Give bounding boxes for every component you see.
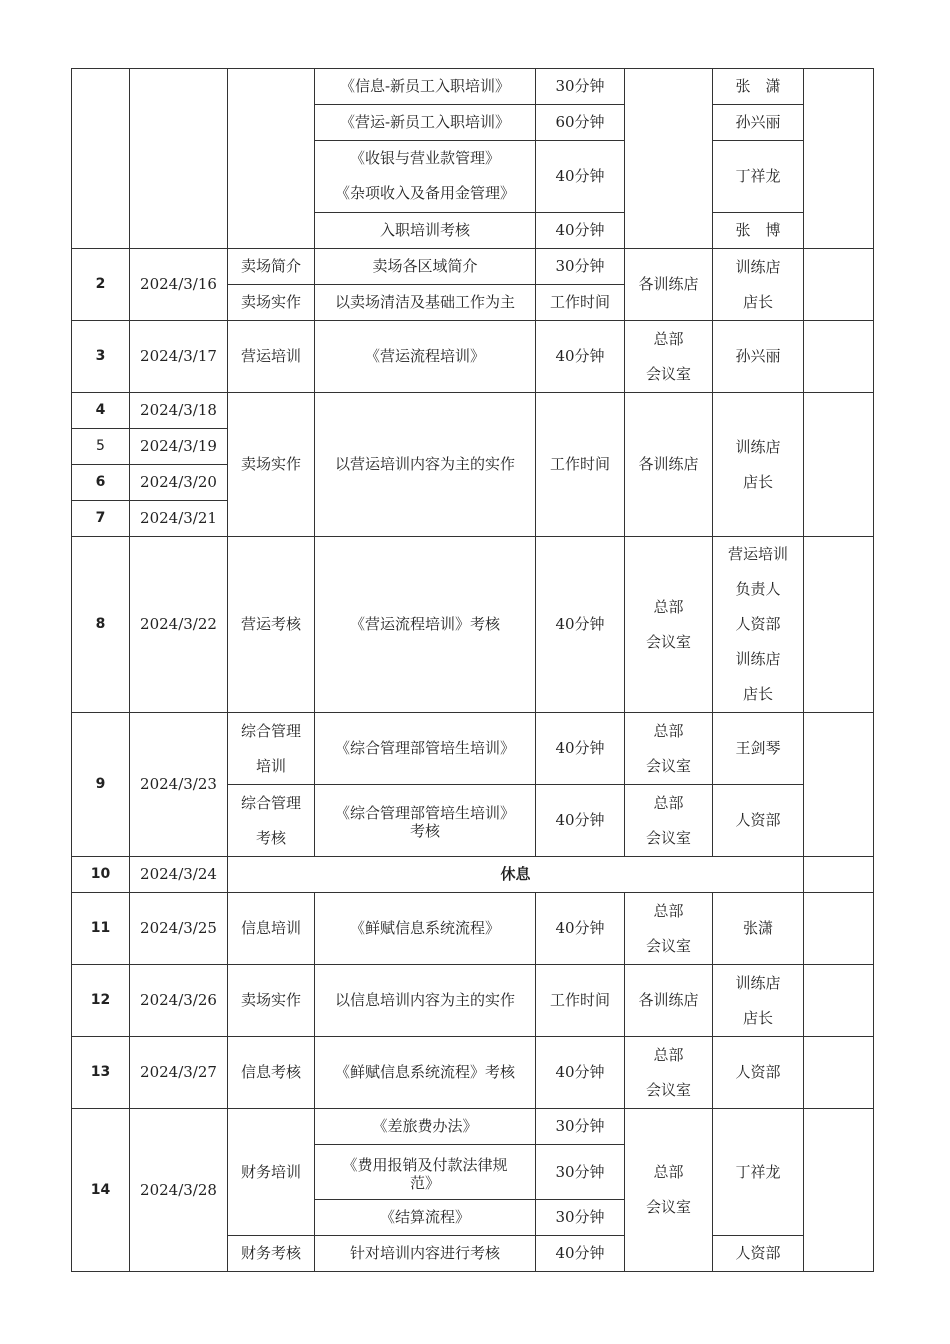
item-line: 综合管理 — [240, 721, 301, 740]
date-cell: 2024/3/22 — [130, 537, 228, 713]
item-cell: 卖场实作 — [228, 393, 315, 537]
duration-cell: 工作时间 — [536, 393, 625, 537]
trainer-cell: 丁祥龙 — [713, 1109, 804, 1236]
duration-cell: 40分钟 — [536, 785, 625, 857]
place-line: 会议室 — [645, 632, 691, 651]
topic-cell — [315, 1145, 536, 1200]
date-cell — [130, 69, 228, 249]
trainer-line: 训练店 — [735, 257, 781, 276]
place-line: 总部 — [653, 597, 684, 616]
place-cell — [625, 785, 713, 857]
topic-cell: 《营运流程培训》考核 — [315, 537, 536, 713]
no-cell: 8 — [72, 537, 130, 713]
duration-cell: 30分钟 — [536, 249, 625, 285]
item-cell: 营运考核 — [228, 537, 315, 713]
remark-cell — [804, 537, 874, 713]
remark-cell — [804, 857, 874, 893]
no-cell: 14 — [72, 1109, 130, 1272]
place-line: 会议室 — [645, 364, 691, 383]
remark-cell — [804, 249, 874, 321]
date-cell: 2024/3/27 — [130, 1037, 228, 1109]
remark-cell — [804, 393, 874, 537]
place-line: 总部 — [653, 329, 684, 348]
no-cell: 5 — [72, 429, 130, 465]
place-line: 总部 — [653, 1045, 684, 1064]
place-cell — [625, 69, 713, 249]
duration-cell: 40分钟 — [536, 141, 625, 213]
no-cell: 6 — [72, 465, 130, 501]
place-cell — [625, 1037, 713, 1109]
duration-cell: 40分钟 — [536, 713, 625, 785]
topic-line: 范》 — [409, 1173, 440, 1192]
trainer-cell: 人资部 — [713, 1236, 804, 1272]
table-row — [72, 393, 874, 429]
topic-line: 《杂项收入及备用金管理》 — [334, 184, 515, 202]
place-cell — [625, 893, 713, 965]
item-line: 培训 — [255, 756, 286, 775]
trainer-cell: 张潇 — [713, 893, 804, 965]
date-cell: 2024/3/23 — [130, 713, 228, 857]
topic-cell: 卖场各区域简介 — [315, 249, 536, 285]
remark-cell — [804, 1037, 874, 1109]
topic-cell: 《综合管理部管培生培训》 — [315, 713, 536, 785]
date-cell: 2024/3/21 — [130, 501, 228, 537]
topic-line: 《费用报销及付款法律规 — [342, 1155, 508, 1174]
item-cell: 卖场实作 — [228, 965, 315, 1037]
trainer-line: 人资部 — [735, 615, 781, 633]
trainer-cell — [713, 965, 804, 1037]
no-cell — [72, 69, 130, 249]
item-cell: 营运培训 — [228, 321, 315, 393]
date-cell: 2024/3/20 — [130, 465, 228, 501]
item-cell — [228, 785, 315, 857]
place-line: 会议室 — [645, 936, 691, 955]
duration-cell: 工作时间 — [536, 965, 625, 1037]
trainer-line: 店长 — [742, 472, 773, 491]
trainer-line: 店长 — [742, 1008, 773, 1027]
topic-cell: 《信息-新员工入职培训》 — [315, 69, 536, 105]
trainer-line: 训练店 — [735, 650, 781, 668]
topic-cell: 《结算流程》 — [315, 1200, 536, 1236]
item-cell: 信息考核 — [228, 1037, 315, 1109]
trainer-cell: 张 潇 — [713, 69, 804, 105]
topic-line: 《综合管理部管培生培训》 — [334, 804, 515, 822]
date-cell: 2024/3/26 — [130, 965, 228, 1037]
trainer-cell: 孙兴丽 — [713, 105, 804, 141]
remark-cell — [804, 69, 874, 249]
trainer-line: 训练店 — [735, 973, 781, 992]
trainer-cell: 人资部 — [713, 785, 804, 857]
duration-cell: 60分钟 — [536, 105, 625, 141]
table-row — [72, 321, 874, 393]
place-line: 会议室 — [645, 1080, 691, 1099]
trainer-cell: 人资部 — [713, 1037, 804, 1109]
place-line: 会议室 — [645, 828, 691, 847]
duration-cell: 40分钟 — [536, 213, 625, 249]
trainer-line: 负责人 — [735, 580, 781, 598]
item-cell: 财务培训 — [228, 1109, 315, 1236]
duration-cell: 40分钟 — [536, 1236, 625, 1272]
place-line: 总部 — [653, 901, 684, 920]
item-line: 综合管理 — [240, 793, 301, 812]
duration-cell: 40分钟 — [536, 321, 625, 393]
remark-cell — [804, 893, 874, 965]
place-line: 总部 — [653, 793, 684, 812]
duration-cell: 30分钟 — [536, 1200, 625, 1236]
date-cell: 2024/3/28 — [130, 1109, 228, 1272]
duration-cell: 40分钟 — [536, 537, 625, 713]
table-row — [72, 537, 874, 713]
item-cell — [228, 713, 315, 785]
no-cell: 13 — [72, 1037, 130, 1109]
item-cell: 财务考核 — [228, 1236, 315, 1272]
topic-cell: 《鲜赋信息系统流程》考核 — [315, 1037, 536, 1109]
trainer-cell: 孙兴丽 — [713, 321, 804, 393]
topic-cell: 以营运培训内容为主的实作 — [315, 393, 536, 537]
no-cell: 12 — [72, 965, 130, 1037]
date-cell: 2024/3/18 — [130, 393, 228, 429]
remark-cell — [804, 321, 874, 393]
item-line: 考核 — [255, 828, 286, 847]
remark-cell — [804, 713, 874, 857]
no-cell: 9 — [72, 713, 130, 857]
duration-cell: 40分钟 — [536, 893, 625, 965]
duration-cell: 工作时间 — [536, 285, 625, 321]
table-row — [72, 893, 874, 965]
topic-cell: 《鲜赋信息系统流程》 — [315, 893, 536, 965]
place-cell: 各训练店 — [625, 249, 713, 321]
no-cell: 7 — [72, 501, 130, 537]
item-cell: 卖场实作 — [228, 285, 315, 321]
topic-line: 考核 — [409, 822, 440, 840]
place-cell: 各训练店 — [625, 965, 713, 1037]
date-cell: 2024/3/19 — [130, 429, 228, 465]
duration-cell: 40分钟 — [536, 1037, 625, 1109]
training-schedule-table — [71, 68, 874, 1272]
table-row — [72, 965, 874, 1037]
date-cell: 2024/3/24 — [130, 857, 228, 893]
trainer-cell: 张 博 — [713, 213, 804, 249]
place-cell — [625, 537, 713, 713]
table-row — [72, 713, 874, 785]
no-cell: 10 — [72, 857, 130, 893]
place-line: 会议室 — [645, 756, 691, 775]
no-cell: 11 — [72, 893, 130, 965]
trainer-line: 训练店 — [735, 437, 781, 456]
no-cell: 4 — [72, 393, 130, 429]
no-cell: 2 — [72, 249, 130, 321]
date-cell: 2024/3/25 — [130, 893, 228, 965]
remark-cell — [804, 965, 874, 1037]
trainer-line: 店长 — [742, 292, 773, 311]
place-cell: 各训练店 — [625, 393, 713, 537]
table-row — [72, 249, 874, 285]
trainer-cell — [713, 393, 804, 537]
item-cell: 卖场简介 — [228, 249, 315, 285]
table-row — [72, 1109, 874, 1145]
topic-cell: 《营运-新员工入职培训》 — [315, 105, 536, 141]
topic-line: 《收银与营业款管理》 — [349, 149, 500, 167]
place-line: 总部 — [653, 1163, 684, 1181]
duration-cell: 30分钟 — [536, 69, 625, 105]
topic-cell — [315, 785, 536, 857]
remark-cell — [804, 1109, 874, 1272]
place-cell — [625, 1109, 713, 1272]
place-cell — [625, 713, 713, 785]
place-line: 会议室 — [645, 1198, 691, 1216]
trainer-line: 营运培训 — [727, 545, 788, 563]
duration-cell: 30分钟 — [536, 1109, 625, 1145]
trainer-line: 店长 — [742, 685, 773, 703]
place-line: 总部 — [653, 721, 684, 740]
trainer-cell: 丁祥龙 — [713, 141, 804, 213]
trainer-cell — [713, 249, 804, 321]
topic-cell — [315, 141, 536, 213]
topic-cell: 针对培训内容进行考核 — [315, 1236, 536, 1272]
item-cell — [228, 69, 315, 249]
table-row — [72, 69, 874, 105]
no-cell: 3 — [72, 321, 130, 393]
trainer-cell: 王剑琴 — [713, 713, 804, 785]
date-cell: 2024/3/16 — [130, 249, 228, 321]
place-cell — [625, 321, 713, 393]
rest-cell: 休息 — [228, 857, 804, 893]
duration-cell: 30分钟 — [536, 1145, 625, 1200]
topic-cell: 以卖场清洁及基础工作为主 — [315, 285, 536, 321]
topic-cell: 入职培训考核 — [315, 213, 536, 249]
topic-cell: 以信息培训内容为主的实作 — [315, 965, 536, 1037]
trainer-cell — [713, 537, 804, 713]
date-cell: 2024/3/17 — [130, 321, 228, 393]
topic-cell: 《差旅费办法》 — [315, 1109, 536, 1145]
table-row — [72, 857, 874, 893]
item-cell: 信息培训 — [228, 893, 315, 965]
topic-cell: 《营运流程培训》 — [315, 321, 536, 393]
table-row — [72, 1037, 874, 1109]
